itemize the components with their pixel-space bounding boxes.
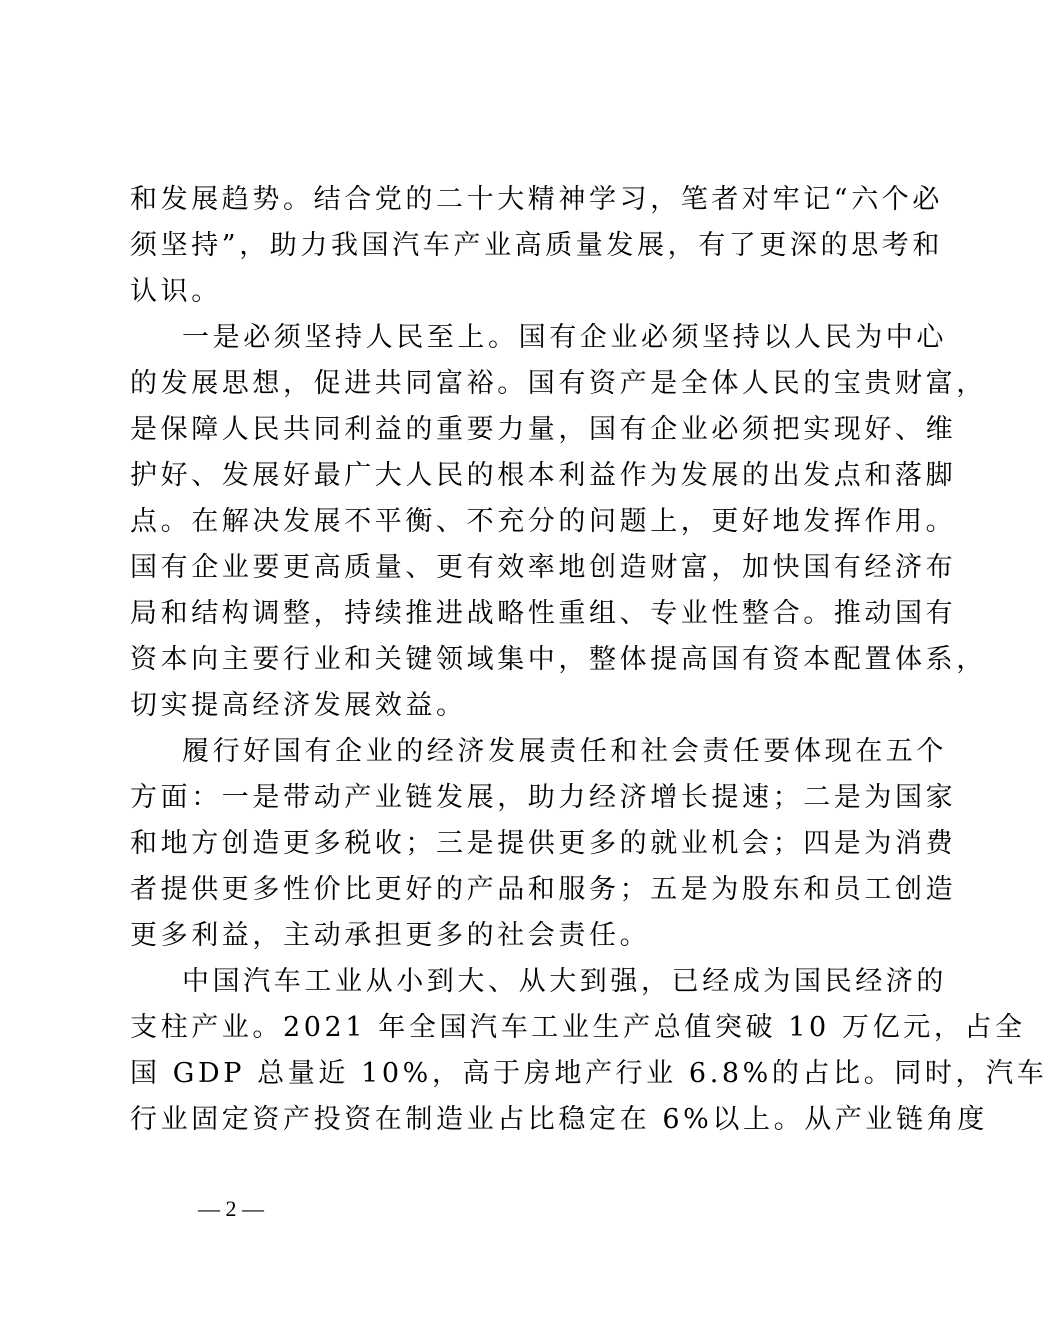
paragraph-2-line-7: 局和结构调整，持续推进战略性重组、专业性整合。推动国有 [130, 598, 957, 629]
paragraph-3-line-5: 更多利益，主动承担更多的社会责任。 [130, 920, 651, 951]
page-number: — 2 — [198, 1196, 264, 1221]
paragraph-2-line-4: 护好、发展好最广大人民的根本利益作为发展的出发点和落脚 [130, 460, 957, 491]
paragraph-1-line-3: 认识。 [130, 276, 222, 307]
paragraph-4-line-2: 支柱产业。2021 年全国汽车工业生产总值突破 10 万亿元，占全 [130, 1012, 1026, 1043]
paragraph-3-line-3: 和地方创造更多税收；三是提供更多的就业机会；四是为消费 [130, 828, 957, 859]
paragraph-4-line-4: 行业固定资产投资在制造业占比稳定在 6%以上。从产业链角度 [130, 1104, 988, 1135]
paragraph-3-line-2: 方面：一是带动产业链发展，助力经济增长提速；二是为国家 [130, 782, 957, 813]
paragraph-1-line-1: 和发展趋势。结合党的二十大精神学习，笔者对牢记“六个必 [130, 184, 944, 215]
paragraph-2-line-2: 的发展思想，促进共同富裕。国有资产是全体人民的宝贵财富， [130, 368, 987, 399]
paragraph-3-line-1: 履行好国有企业的经济发展责任和社会责任要体现在五个 [182, 736, 947, 767]
paragraph-2-line-5: 点。在解决发展不平衡、不充分的问题上，更好地发挥作用。 [130, 506, 957, 537]
paragraph-4-line-3: 国 GDP 总量近 10%，高于房地产行业 6.8%的占比。同时，汽车 [130, 1058, 1047, 1089]
paragraph-2-line-6: 国有企业要更高质量、更有效率地创造财富，加快国有经济布 [130, 552, 957, 583]
paragraph-2-line-3: 是保障人民共同利益的重要力量，国有企业必须把实现好、维 [130, 414, 957, 445]
paragraph-2-line-8: 资本向主要行业和关键领域集中，整体提高国有资本配置体系， [130, 644, 987, 675]
paragraph-2-line-1: 一是必须坚持人民至上。国有企业必须坚持以人民为中心 [182, 322, 947, 353]
paragraph-1-line-2: 须坚持”，助力我国汽车产业高质量发展，有了更深的思考和 [130, 230, 944, 261]
paragraph-2-line-9: 切实提高经济发展效益。 [130, 690, 467, 721]
paragraph-3-line-4: 者提供更多性价比更好的产品和服务；五是为股东和员工创造 [130, 874, 957, 905]
paragraph-4-line-1: 中国汽车工业从小到大、从大到强，已经成为国民经济的 [182, 966, 947, 997]
